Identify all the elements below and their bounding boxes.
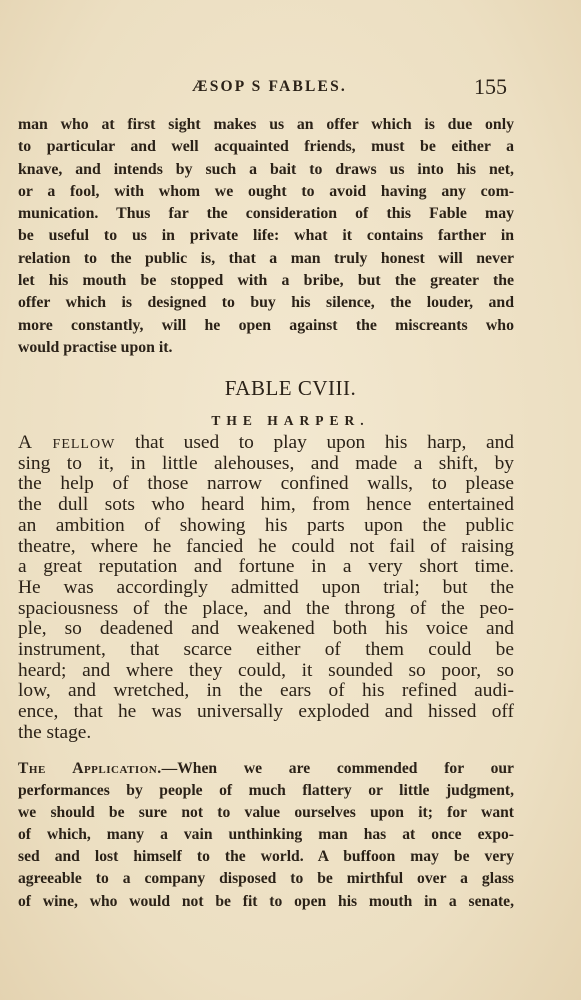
- text-line: heard; and where they could, it sounded so poor, so: [18, 659, 514, 681]
- text-line: instrument, that scarce either of them could be: [18, 639, 514, 661]
- text-line: offer which is designed to buy his silence, the louder, and: [18, 294, 514, 312]
- text-line: we should be sure not to value ourselves upon it; for want: [18, 804, 514, 822]
- text-line: performances by people of much flattery or little judgment,: [18, 782, 514, 800]
- text-line: agreeable to a company disposed to be mirthful over a glass: [18, 870, 514, 888]
- fable-number-heading: FABLE CVIII.: [224, 376, 357, 400]
- text-line: relation to the public is, that a man truly honest will never: [18, 249, 514, 267]
- first-line-rest: that used to play upon his harp, and: [134, 432, 515, 453]
- text-line: let his mouth be stopped with a bribe, but the greater the: [18, 272, 514, 290]
- running-title: ÆSOP S FABLES.: [192, 78, 347, 95]
- text-line: [18, 758, 514, 780]
- first-line-rest: —When we are commended for our: [161, 760, 514, 777]
- text-line: theatre, where he fancied he could not fail of raising: [18, 535, 514, 557]
- text-line: sing to it, in little alehouses, and made a shift, by: [18, 452, 514, 474]
- text-line: sed and lost himself to the world. A buffoon may be very: [18, 848, 514, 866]
- text-line: the dull sots who heard him, from hence entertained: [18, 494, 514, 516]
- text-line: man who at first sight makes us an offer which is due only: [18, 116, 514, 133]
- text-line: low, and wretched, in the ears of his refined audi-: [18, 680, 514, 702]
- text-line: the help of those narrow confined walls, to please: [18, 473, 514, 495]
- text-line: [18, 433, 514, 454]
- text-line: would practise upon it.: [18, 338, 173, 356]
- text-line: munication. Thus far the consideration of this Fable may: [18, 205, 514, 223]
- fable-title-heading: THE HARPER.: [211, 413, 370, 428]
- lead-word: A fellow: [18, 432, 116, 453]
- text-line: ple, so deadened and weakened both his voice and: [18, 618, 514, 640]
- text-line: of wine, who would not be fit to open his mouth in a senate,: [18, 892, 514, 910]
- text-line: to particular and well acquainted friends, must be either a: [18, 138, 514, 156]
- text-line: an ambition of showing his parts upon the public: [18, 514, 514, 536]
- text-line: a great reputation and fortune in a very short time.: [18, 556, 514, 578]
- text-line: ence, that he was universally exploded and hissed off: [18, 701, 514, 723]
- application-text: [18, 758, 514, 913]
- text-line: or a fool, with whom we ought to avoid having any com-: [18, 182, 514, 200]
- text-line: be useful to us in private life: what it contains farther in: [18, 227, 514, 245]
- text-line: He was accordingly admitted upon trial; but the: [18, 576, 514, 598]
- text-line: spaciousness of the place, and the throng of the peo-: [18, 597, 514, 619]
- text-line: of which, many a vain unthinking man has at once expo-: [18, 826, 514, 844]
- application-label: The Application.: [18, 760, 162, 777]
- text-line: more constantly, will he open against the miscreants who: [18, 316, 514, 334]
- previous-application-text: [18, 114, 514, 359]
- fable-body-text: [18, 433, 514, 744]
- text-line: the stage.: [18, 721, 92, 743]
- text-line: knave, and intends by such a bait to draws us into his net,: [18, 160, 514, 178]
- page-number: 155: [474, 74, 507, 99]
